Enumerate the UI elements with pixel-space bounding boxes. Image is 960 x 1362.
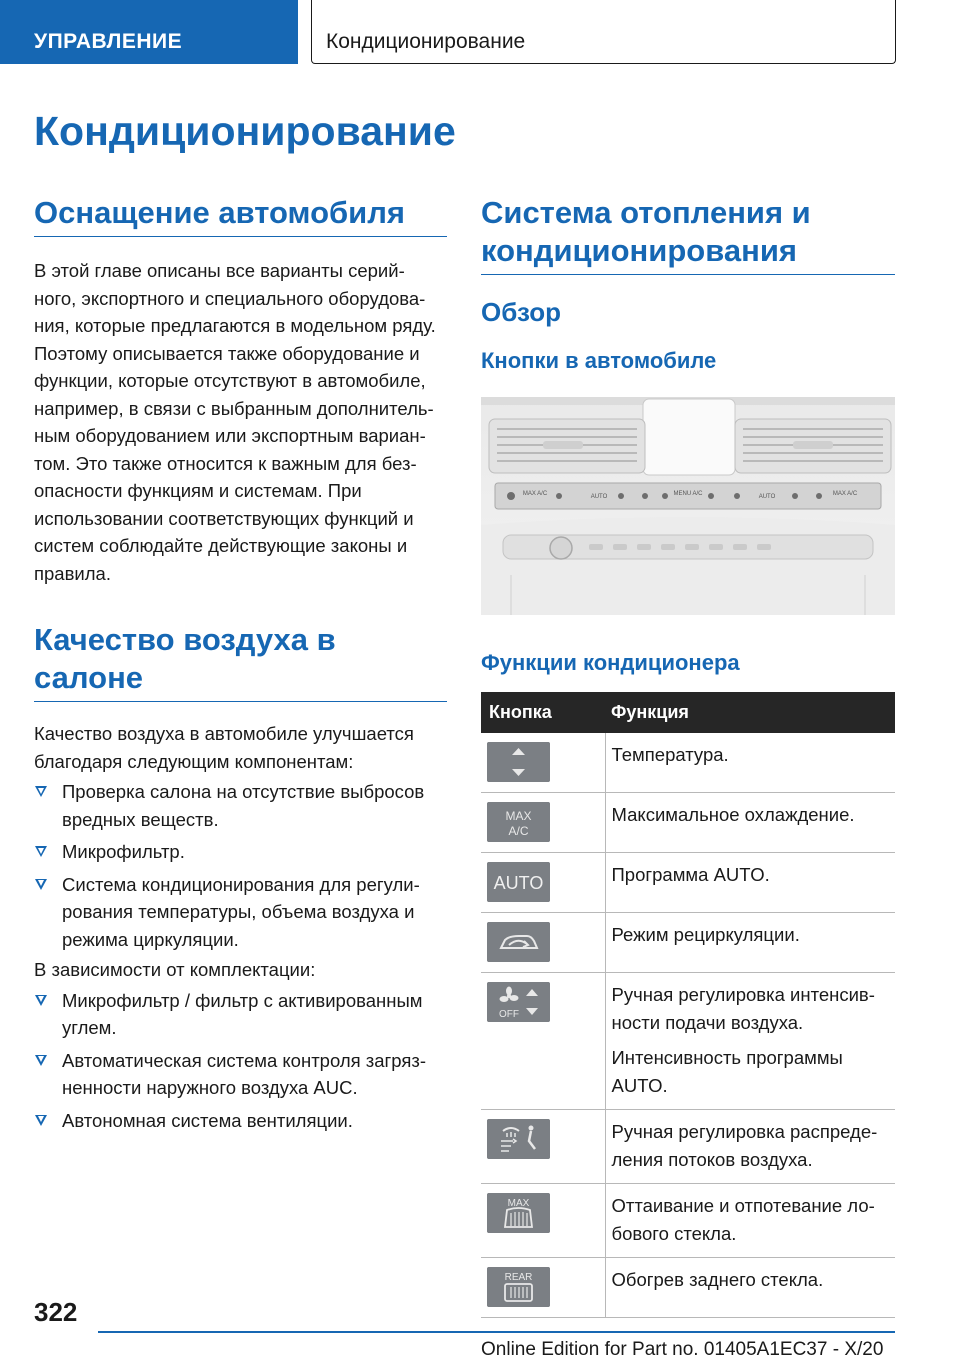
section-tab xyxy=(0,0,298,64)
text-line: опасности функциям и системам. При xyxy=(34,480,362,501)
function-text: Ручная регулировка распреде- xyxy=(611,1121,878,1142)
panel-auto-label: AUTO xyxy=(590,494,608,500)
left-column xyxy=(34,194,447,1134)
text-line: использовании соответствующих функций и xyxy=(34,507,414,529)
bullet-text: углем. xyxy=(62,1017,117,1038)
bullet-text: Микрофильтр / фильтр с активированным xyxy=(62,989,423,1011)
heading-line: Система отопления и xyxy=(481,195,811,230)
table-row xyxy=(481,973,895,1110)
page-title: Кондиционирование xyxy=(34,108,456,154)
list-item xyxy=(34,1047,447,1102)
bullet-triangle-icon xyxy=(35,786,47,797)
max-label: MAX xyxy=(507,1198,530,1209)
panel-auto-label: AUTO xyxy=(758,494,776,500)
auto-icon xyxy=(487,862,550,902)
bullet-text: Система кондиционирования для регули- xyxy=(62,873,420,895)
table-row xyxy=(481,913,895,973)
buttons-heading: Кнопки в автомобиле xyxy=(481,348,717,373)
function-text: ности подачи воздуха. xyxy=(611,1011,804,1033)
table-row xyxy=(481,1184,895,1258)
function-text: Программа AUTO. xyxy=(611,864,770,885)
text-line: систем соблюдайте действующие законы и xyxy=(34,535,408,556)
max-ac-icon xyxy=(487,802,550,842)
text-line: правила. xyxy=(34,562,111,584)
page-number: 322 xyxy=(34,1297,78,1327)
bullet-triangle-icon xyxy=(35,1055,47,1066)
list-item xyxy=(34,1107,447,1135)
function-text: бового стекла. xyxy=(611,1222,737,1244)
footer-divider xyxy=(98,1331,895,1333)
function-text: ления потоков воздуха. xyxy=(611,1148,813,1170)
table-row xyxy=(481,733,895,793)
function-text: Максимальное охлаждение. xyxy=(611,804,855,825)
bullet-text: Автономная система вентиляции. xyxy=(62,1109,353,1131)
heading-line: кондиционирования xyxy=(481,233,797,268)
function-text: Интенсивность программы xyxy=(611,1047,843,1068)
list-item xyxy=(34,987,447,1042)
chapter-label: Кондиционирование xyxy=(326,30,526,53)
heading-line: салоне xyxy=(34,660,144,695)
bullet-text: вредных веществ. xyxy=(62,808,219,830)
panel-menu-label: MENU A/C xyxy=(673,491,703,497)
column-header-function: Функция xyxy=(605,692,895,733)
air-distribution-icon xyxy=(487,1119,550,1159)
bullet-triangle-icon xyxy=(35,879,47,890)
recirculation-icon xyxy=(487,922,550,962)
column-header-button: Кнопка xyxy=(481,692,605,733)
bullet-text: режима циркуляции. xyxy=(62,928,239,950)
svg-text:MAX: MAX xyxy=(505,809,532,823)
table-row xyxy=(481,1258,895,1318)
list-item xyxy=(34,838,447,866)
text-line: функции, которые отсутствуют в автомобиле, xyxy=(34,370,426,391)
text-line: В зависимости от комплектации: xyxy=(34,959,316,980)
footer-edition: Online Edition for Part no. 01405A1EC37 - X/20 xyxy=(481,1339,884,1360)
function-text: Обогрев заднего стекла. xyxy=(611,1269,824,1290)
air-quality-heading xyxy=(34,621,447,702)
table-header-row xyxy=(481,692,895,733)
list-item xyxy=(34,871,447,954)
air-quality-text xyxy=(34,720,447,1134)
table-row xyxy=(481,793,895,853)
svg-text:A/C: A/C xyxy=(508,824,529,838)
function-text: Ручная регулировка интенсив- xyxy=(611,984,875,1005)
section-label: УПРАВЛЕНИЕ xyxy=(34,30,183,53)
panel-max-label: MAX A/C xyxy=(832,491,858,497)
function-text: Режим рециркуляции. xyxy=(611,924,800,945)
bullet-text: Микрофильтр. xyxy=(62,841,185,862)
rear-defrost-icon xyxy=(487,1267,550,1307)
text-line: например, в связи с выбранным дополнитель- xyxy=(34,397,434,419)
bullet-text: Проверка салона на отсутствие выбросов xyxy=(62,781,425,802)
rear-label: REAR xyxy=(504,1272,533,1283)
bullet-text: рования температуры, объема воздуха и xyxy=(62,901,415,922)
chapter-tab xyxy=(311,0,896,64)
text-line: ния, которые предлагаются в модельном ряду. xyxy=(34,315,436,336)
bullet-triangle-icon xyxy=(35,846,47,857)
bullet-triangle-icon xyxy=(35,1115,47,1126)
bullet-triangle-icon xyxy=(35,995,47,1006)
fan-off-icon xyxy=(487,982,550,1022)
max-defrost-icon xyxy=(487,1193,550,1233)
function-text: Оттаивание и отпотевание ло- xyxy=(611,1195,875,1216)
functions-heading: Функции кондиционера xyxy=(481,650,740,675)
panel-max-ac-label: MAX A/C xyxy=(522,491,548,497)
text-line: благодаря следующим компонентам: xyxy=(34,750,354,772)
climate-panel-image xyxy=(481,397,895,615)
text-line: Поэтому описывается также оборудование и xyxy=(34,342,420,364)
bullet-text: Автоматическая система контроля загряз- xyxy=(62,1049,427,1071)
climate-panel-photo xyxy=(481,397,895,615)
list-item xyxy=(34,778,447,833)
bullet-text: ненности наружного воздуха AUC. xyxy=(62,1077,358,1098)
text-line: Качество воздуха в автомобиле улучшается xyxy=(34,723,414,744)
text-line: ного, экспортного и специального оборудова- xyxy=(34,287,426,309)
equipment-text xyxy=(34,257,447,587)
text-line: ным оборудованием или экспортным вариан- xyxy=(34,425,426,446)
text-line: том. Это также относится к важным для без- xyxy=(34,452,417,474)
table-row xyxy=(481,853,895,913)
functions-table xyxy=(481,692,895,1318)
svg-text:AUTO: AUTO xyxy=(493,873,544,893)
heading-line: Качество воздуха в xyxy=(34,622,336,657)
text-line: В этой главе описаны все варианты серий- xyxy=(34,260,405,281)
off-label: OFF xyxy=(499,1009,519,1020)
overview-heading: Обзор xyxy=(481,297,561,327)
function-text: Температура. xyxy=(611,744,729,765)
right-column xyxy=(481,194,895,374)
table-row xyxy=(481,1110,895,1184)
temperature-arrows-icon xyxy=(487,742,550,782)
equipment-heading: Оснащение автомобиля xyxy=(34,194,447,237)
climate-system-heading xyxy=(481,194,895,275)
function-text: AUTO. xyxy=(611,1074,668,1096)
